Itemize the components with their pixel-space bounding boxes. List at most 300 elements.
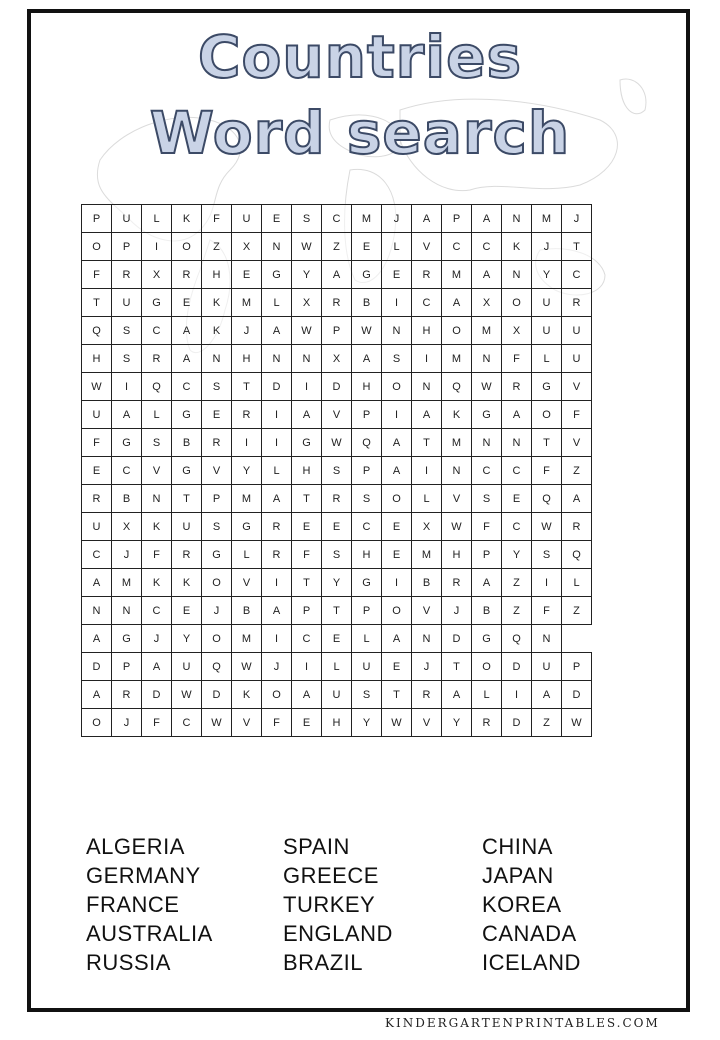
grid-cell: H: [412, 317, 442, 345]
grid-cell: G: [262, 261, 292, 289]
grid-cell: A: [82, 569, 112, 597]
grid-cell: J: [232, 317, 262, 345]
grid-cell: Z: [322, 233, 352, 261]
grid-cell: Y: [352, 709, 382, 737]
grid-cell: N: [82, 597, 112, 625]
grid-cell: R: [232, 401, 262, 429]
grid-cell: A: [562, 485, 592, 513]
grid-cell: N: [292, 345, 322, 373]
grid-cell: H: [202, 261, 232, 289]
grid-cell: L: [562, 569, 592, 597]
grid-cell: W: [292, 233, 322, 261]
grid-cell: E: [382, 541, 412, 569]
grid-cell: V: [412, 709, 442, 737]
grid-cell: W: [232, 653, 262, 681]
grid-cell: L: [142, 205, 172, 233]
grid-cell: F: [502, 345, 532, 373]
grid-row: [82, 401, 592, 429]
grid-cell: D: [442, 625, 472, 653]
grid-cell: K: [232, 681, 262, 709]
grid-cell: I: [262, 401, 292, 429]
grid-cell: U: [82, 401, 112, 429]
grid-cell: J: [442, 597, 472, 625]
grid-cell: W: [202, 709, 232, 737]
grid-cell: T: [382, 681, 412, 709]
grid-cell: A: [472, 261, 502, 289]
grid-cell: C: [472, 457, 502, 485]
word-item: JAPAN: [482, 863, 554, 888]
grid-cell: T: [292, 569, 322, 597]
grid-cell: Z: [202, 233, 232, 261]
grid-cell: Q: [562, 541, 592, 569]
grid-cell: N: [112, 597, 142, 625]
grid-row: [82, 541, 592, 569]
grid-row: [82, 569, 592, 597]
grid-cell: U: [532, 317, 562, 345]
grid-cell: P: [352, 457, 382, 485]
grid-cell: D: [502, 709, 532, 737]
grid-cell: S: [202, 373, 232, 401]
grid-row: [82, 709, 592, 737]
grid-cell: C: [502, 513, 532, 541]
grid-cell: A: [82, 625, 112, 653]
grid-cell: N: [412, 625, 442, 653]
grid-cell: U: [112, 205, 142, 233]
grid-cell: R: [142, 345, 172, 373]
grid-cell: L: [142, 401, 172, 429]
grid-cell: S: [532, 541, 562, 569]
grid-cell: K: [442, 401, 472, 429]
grid-cell: D: [562, 681, 592, 709]
grid-cell: H: [352, 373, 382, 401]
grid-cell: I: [382, 289, 412, 317]
grid-row: [82, 429, 592, 457]
grid-cell: N: [502, 429, 532, 457]
grid-cell: O: [382, 373, 412, 401]
grid-cell: W: [82, 373, 112, 401]
grid-cell: B: [412, 569, 442, 597]
grid-cell: C: [502, 457, 532, 485]
grid-row: [82, 261, 592, 289]
word-item: GERMANY: [86, 863, 201, 888]
grid-cell: D: [142, 681, 172, 709]
grid-cell: U: [172, 653, 202, 681]
grid-cell: J: [532, 233, 562, 261]
website-footer: KINDERGARTENPRINTABLES.COM: [385, 1016, 660, 1030]
grid-cell: B: [352, 289, 382, 317]
grid-cell: F: [82, 429, 112, 457]
grid-cell: X: [412, 513, 442, 541]
grid-cell: T: [442, 653, 472, 681]
grid-cell: B: [472, 597, 502, 625]
grid-cell: A: [382, 457, 412, 485]
grid-cell: S: [322, 457, 352, 485]
grid-cell: F: [142, 541, 172, 569]
grid-cell: I: [412, 345, 442, 373]
grid-cell: I: [532, 569, 562, 597]
grid-cell: O: [442, 317, 472, 345]
grid-cell: I: [262, 569, 292, 597]
grid-cell: T: [322, 597, 352, 625]
grid-cell: T: [532, 429, 562, 457]
grid-cell: C: [172, 709, 202, 737]
grid-cell: X: [322, 345, 352, 373]
grid-row: [82, 457, 592, 485]
grid-cell: K: [172, 569, 202, 597]
grid-cell: E: [352, 233, 382, 261]
grid-cell: T: [412, 429, 442, 457]
grid-cell: V: [562, 429, 592, 457]
grid-cell: M: [532, 205, 562, 233]
grid-cell: R: [112, 681, 142, 709]
word-item: ICELAND: [482, 950, 581, 975]
grid-cell: E: [322, 513, 352, 541]
grid-cell: F: [82, 261, 112, 289]
grid-cell: J: [382, 205, 412, 233]
grid-cell: L: [412, 485, 442, 513]
grid-cell: N: [202, 345, 232, 373]
grid-cell: V: [412, 233, 442, 261]
grid-cell: G: [532, 373, 562, 401]
grid-cell: P: [112, 653, 142, 681]
grid-cell: M: [442, 429, 472, 457]
grid-cell: A: [262, 317, 292, 345]
grid-cell: A: [472, 569, 502, 597]
grid-cell: Y: [172, 625, 202, 653]
grid-cell: U: [322, 681, 352, 709]
grid-cell: O: [262, 681, 292, 709]
grid-cell: J: [112, 541, 142, 569]
grid-cell: R: [262, 541, 292, 569]
grid-cell: F: [532, 597, 562, 625]
grid-cell: P: [472, 541, 502, 569]
letter-grid: [81, 204, 592, 737]
grid-cell: X: [502, 317, 532, 345]
word-item: AUSTRALIA: [86, 921, 213, 946]
word-item: ALGERIA: [86, 834, 185, 859]
grid-cell: C: [142, 317, 172, 345]
grid-cell: P: [442, 205, 472, 233]
grid-cell: M: [232, 485, 262, 513]
grid-cell: D: [262, 373, 292, 401]
grid-cell: S: [352, 485, 382, 513]
grid-cell: V: [442, 485, 472, 513]
grid-cell: M: [442, 261, 472, 289]
grid-cell: A: [412, 205, 442, 233]
grid-cell: U: [352, 653, 382, 681]
grid-cell: I: [412, 457, 442, 485]
grid-row: [82, 205, 592, 233]
word-item: ENGLAND: [283, 921, 393, 946]
grid-cell: R: [472, 709, 502, 737]
grid-cell: V: [232, 569, 262, 597]
grid-cell: O: [172, 233, 202, 261]
grid-cell: A: [322, 261, 352, 289]
grid-cell: C: [442, 233, 472, 261]
grid-cell: A: [292, 401, 322, 429]
grid-cell: F: [472, 513, 502, 541]
word-list-column-3: [482, 832, 581, 977]
grid-cell: T: [292, 485, 322, 513]
grid-cell: Y: [532, 261, 562, 289]
grid-cell: F: [262, 709, 292, 737]
grid-cell: E: [172, 597, 202, 625]
grid-cell: T: [82, 289, 112, 317]
grid-cell: W: [442, 513, 472, 541]
grid-cell: O: [202, 625, 232, 653]
grid-cell: N: [442, 457, 472, 485]
grid-cell: S: [112, 317, 142, 345]
grid-cell: A: [352, 345, 382, 373]
word-item: FRANCE: [86, 892, 180, 917]
grid-cell: M: [112, 569, 142, 597]
grid-cell: O: [472, 653, 502, 681]
grid-cell: E: [172, 289, 202, 317]
grid-cell: A: [262, 485, 292, 513]
grid-cell: L: [232, 541, 262, 569]
grid-cell: K: [172, 205, 202, 233]
grid-cell: U: [532, 653, 562, 681]
grid-cell: G: [202, 541, 232, 569]
grid-cell: E: [292, 513, 322, 541]
grid-cell: C: [112, 457, 142, 485]
grid-cell: D: [322, 373, 352, 401]
grid-cell: N: [412, 373, 442, 401]
grid-cell: V: [562, 373, 592, 401]
grid-cell: G: [352, 261, 382, 289]
grid-cell: W: [532, 513, 562, 541]
word-item: RUSSIA: [86, 950, 171, 975]
grid-cell: D: [202, 681, 232, 709]
grid-cell: I: [382, 569, 412, 597]
word-item: BRAZIL: [283, 950, 364, 975]
grid-cell: R: [262, 513, 292, 541]
grid-cell: T: [562, 233, 592, 261]
grid-cell: B: [232, 597, 262, 625]
grid-cell: U: [562, 345, 592, 373]
grid-cell: F: [532, 457, 562, 485]
grid-cell: D: [82, 653, 112, 681]
grid-cell: V: [232, 709, 262, 737]
grid-cell: R: [172, 261, 202, 289]
grid-cell: Y: [442, 709, 472, 737]
grid-cell: Z: [532, 709, 562, 737]
grid-cell: R: [502, 373, 532, 401]
grid-cell: J: [112, 709, 142, 737]
grid-cell: L: [352, 625, 382, 653]
grid-cell: U: [562, 317, 592, 345]
grid-cell: H: [232, 345, 262, 373]
grid-cell: S: [322, 541, 352, 569]
grid-cell: Q: [502, 625, 532, 653]
grid-cell: U: [112, 289, 142, 317]
grid-cell: C: [412, 289, 442, 317]
grid-cell: H: [82, 345, 112, 373]
grid-cell: H: [322, 709, 352, 737]
grid-cell: R: [562, 513, 592, 541]
grid-cell: X: [112, 513, 142, 541]
grid-cell: Y: [232, 457, 262, 485]
grid-cell: Q: [532, 485, 562, 513]
grid-cell: X: [232, 233, 262, 261]
grid-cell: S: [202, 513, 232, 541]
grid-cell: J: [202, 597, 232, 625]
grid-cell: A: [172, 317, 202, 345]
grid-cell: Z: [502, 569, 532, 597]
grid-cell: L: [262, 289, 292, 317]
grid-cell: W: [472, 373, 502, 401]
grid-cell: A: [172, 345, 202, 373]
grid-cell: O: [382, 485, 412, 513]
grid-cell: L: [532, 345, 562, 373]
grid-cell: M: [412, 541, 442, 569]
grid-cell: R: [112, 261, 142, 289]
grid-cell: Q: [352, 429, 382, 457]
grid-cell: C: [142, 597, 172, 625]
grid-cell: E: [382, 513, 412, 541]
grid-cell: G: [172, 401, 202, 429]
grid-cell: L: [382, 233, 412, 261]
grid-cell: J: [142, 625, 172, 653]
grid-cell: I: [112, 373, 142, 401]
word-list-column-2: [283, 832, 393, 977]
grid-cell: W: [322, 429, 352, 457]
grid-cell: Q: [82, 317, 112, 345]
grid-cell: I: [382, 401, 412, 429]
grid-cell: N: [472, 345, 502, 373]
grid-cell: R: [442, 569, 472, 597]
grid-cell: H: [352, 541, 382, 569]
grid-cell: E: [202, 401, 232, 429]
grid-cell: U: [172, 513, 202, 541]
grid-cell: G: [172, 457, 202, 485]
grid-cell: Y: [292, 261, 322, 289]
grid-cell: O: [502, 289, 532, 317]
title-line-1: Countries: [197, 23, 523, 91]
grid-cell: I: [262, 429, 292, 457]
grid-cell: B: [172, 429, 202, 457]
grid-row: [82, 233, 592, 261]
grid-cell: J: [262, 653, 292, 681]
grid-cell: I: [262, 625, 292, 653]
grid-cell: O: [532, 401, 562, 429]
grid-cell: M: [442, 345, 472, 373]
grid-cell: R: [412, 681, 442, 709]
grid-cell: D: [502, 653, 532, 681]
grid-cell: M: [472, 317, 502, 345]
grid-cell: A: [112, 401, 142, 429]
grid-cell: S: [472, 485, 502, 513]
grid-cell: B: [112, 485, 142, 513]
grid-cell: A: [502, 401, 532, 429]
grid-cell: P: [562, 653, 592, 681]
grid-cell: A: [412, 401, 442, 429]
grid-cell: G: [292, 429, 322, 457]
grid-cell: F: [292, 541, 322, 569]
grid-row: [82, 653, 592, 681]
grid-cell: P: [292, 597, 322, 625]
word-item: SPAIN: [283, 834, 350, 859]
grid-cell: S: [292, 205, 322, 233]
grid-cell: C: [82, 541, 112, 569]
grid-cell: C: [352, 513, 382, 541]
grid-cell: L: [322, 653, 352, 681]
word-list-column-1: [86, 832, 213, 977]
grid-cell: A: [142, 653, 172, 681]
grid-cell: N: [142, 485, 172, 513]
grid-cell: X: [292, 289, 322, 317]
grid-cell: P: [82, 205, 112, 233]
grid-row: [82, 625, 592, 653]
grid-cell: V: [202, 457, 232, 485]
grid-cell: A: [82, 681, 112, 709]
grid-cell: W: [382, 709, 412, 737]
grid-cell: G: [142, 289, 172, 317]
grid-cell: I: [232, 429, 262, 457]
grid-cell: P: [322, 317, 352, 345]
grid-cell: R: [562, 289, 592, 317]
grid-cell: J: [562, 205, 592, 233]
grid-cell: Q: [202, 653, 232, 681]
grid-cell: P: [112, 233, 142, 261]
grid-cell: E: [502, 485, 532, 513]
grid-cell: E: [322, 625, 352, 653]
grid-cell: Y: [322, 569, 352, 597]
grid-cell: N: [502, 205, 532, 233]
grid-row: [82, 345, 592, 373]
grid-row: [82, 597, 592, 625]
grid-row: [82, 485, 592, 513]
grid-row: [82, 373, 592, 401]
grid-cell: C: [172, 373, 202, 401]
grid-cell: Z: [562, 457, 592, 485]
grid-cell: K: [502, 233, 532, 261]
word-item: TURKEY: [283, 892, 376, 917]
grid-cell: H: [442, 541, 472, 569]
grid-cell: R: [412, 261, 442, 289]
grid-cell: P: [202, 485, 232, 513]
grid-cell: V: [322, 401, 352, 429]
grid-cell: W: [172, 681, 202, 709]
grid-cell: R: [202, 429, 232, 457]
grid-cell: J: [412, 653, 442, 681]
grid-cell: K: [142, 513, 172, 541]
grid-cell: M: [352, 205, 382, 233]
grid-cell: N: [262, 345, 292, 373]
grid-cell: A: [472, 205, 502, 233]
grid-cell: T: [232, 373, 262, 401]
grid-cell: E: [82, 457, 112, 485]
grid-cell: W: [292, 317, 322, 345]
grid-cell: Z: [562, 597, 592, 625]
grid-cell: N: [262, 233, 292, 261]
grid-cell: C: [562, 261, 592, 289]
grid-cell: U: [532, 289, 562, 317]
grid-cell: X: [472, 289, 502, 317]
grid-cell: I: [292, 373, 322, 401]
grid-cell: U: [82, 513, 112, 541]
grid-cell: M: [232, 289, 262, 317]
grid-cell: C: [292, 625, 322, 653]
grid-cell: A: [382, 625, 412, 653]
grid-cell: A: [442, 681, 472, 709]
grid-cell: I: [142, 233, 172, 261]
grid-cell: S: [112, 345, 142, 373]
grid-cell: G: [472, 401, 502, 429]
grid-cell: Y: [502, 541, 532, 569]
grid-cell: O: [202, 569, 232, 597]
grid-cell: Z: [502, 597, 532, 625]
